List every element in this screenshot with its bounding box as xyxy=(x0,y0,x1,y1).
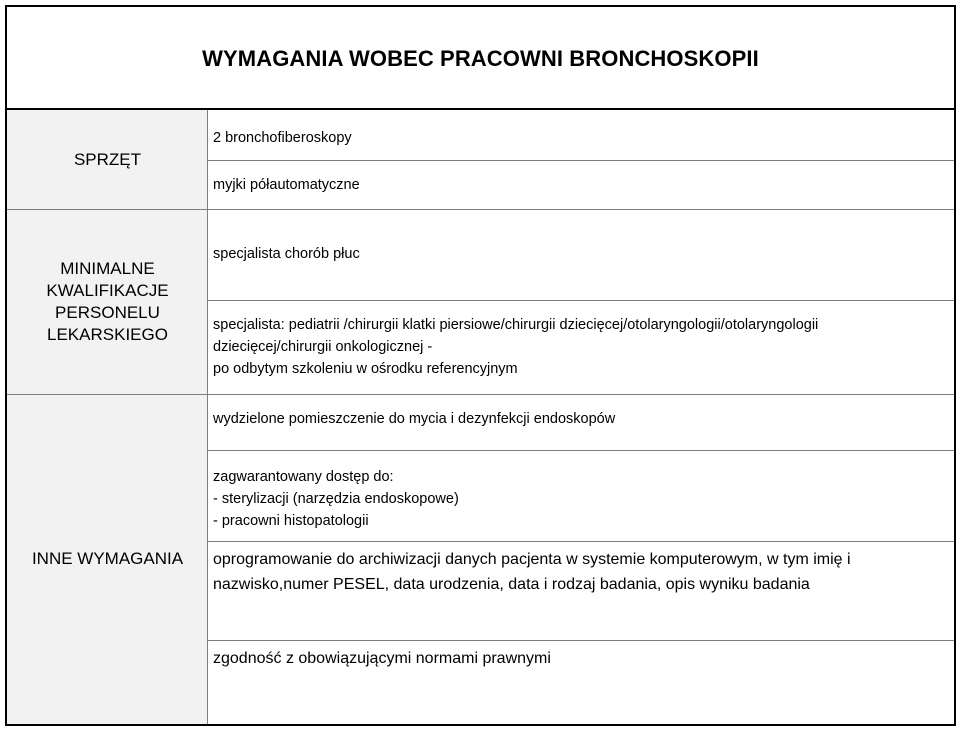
list-item xyxy=(213,547,951,597)
section-label-line: MINIMALNE xyxy=(60,258,155,278)
row-divider xyxy=(208,640,954,641)
row-divider xyxy=(208,541,954,542)
row-divider xyxy=(208,450,954,451)
item-line: specjalista chorób płuc xyxy=(213,246,360,262)
list-item xyxy=(213,466,951,532)
section-label-other-requirements: INNE WYMAGANIA xyxy=(31,549,184,568)
item-line: oprogramowanie do archiwizacji danych pacjenta w systemie komputerowym, w tym imię i xyxy=(213,551,851,568)
item-line: zgodność z obowiązującymi normami prawnymi xyxy=(213,650,551,667)
section-label-line: LEKARSKIEGO xyxy=(47,324,168,344)
item-line: wydzielone pomieszczenie do mycia i dezynfekcji endoskopów xyxy=(213,411,616,427)
row-divider xyxy=(208,300,954,301)
page-title: WYMAGANIA WOBEC PRACOWNI BRONCHOSKOPII xyxy=(202,45,759,71)
section-label-equipment: SPRZĘT xyxy=(73,149,142,169)
list-item xyxy=(213,127,951,149)
list-item xyxy=(213,646,951,671)
list-item xyxy=(213,174,951,196)
item-line: - sterylizacji (narzędzia endoskopowe) xyxy=(213,491,459,507)
item-line: specjalista: pediatrii /chirurgii klatki piersiowe/chirurgii dziecięcej/otolaryngologii/otolaryngologii xyxy=(213,317,819,333)
item-line: dziecięcej/chirurgii onkologicznej - xyxy=(213,339,433,355)
list-item xyxy=(213,243,951,265)
item-line: myjki półautomatyczne xyxy=(213,177,360,193)
item-line: 2 bronchofiberoskopy xyxy=(213,130,352,146)
item-line: po odbytym szkoleniu w ośrodku referencyjnym xyxy=(213,361,518,377)
section-label-line: KWALIFIKACJE xyxy=(46,280,169,300)
item-line: - pracowni histopatologii xyxy=(213,513,369,529)
section-label-line: PERSONELU xyxy=(55,302,160,322)
item-line: zagwarantowany dostęp do: xyxy=(213,469,394,485)
list-item xyxy=(213,314,951,380)
row-divider xyxy=(208,160,954,161)
list-item xyxy=(213,408,951,430)
section-label-qualifications xyxy=(7,209,208,394)
item-line: nazwisko,numer PESEL, data urodzenia, data i rodzaj badania, opis wyniku badania xyxy=(213,576,810,593)
